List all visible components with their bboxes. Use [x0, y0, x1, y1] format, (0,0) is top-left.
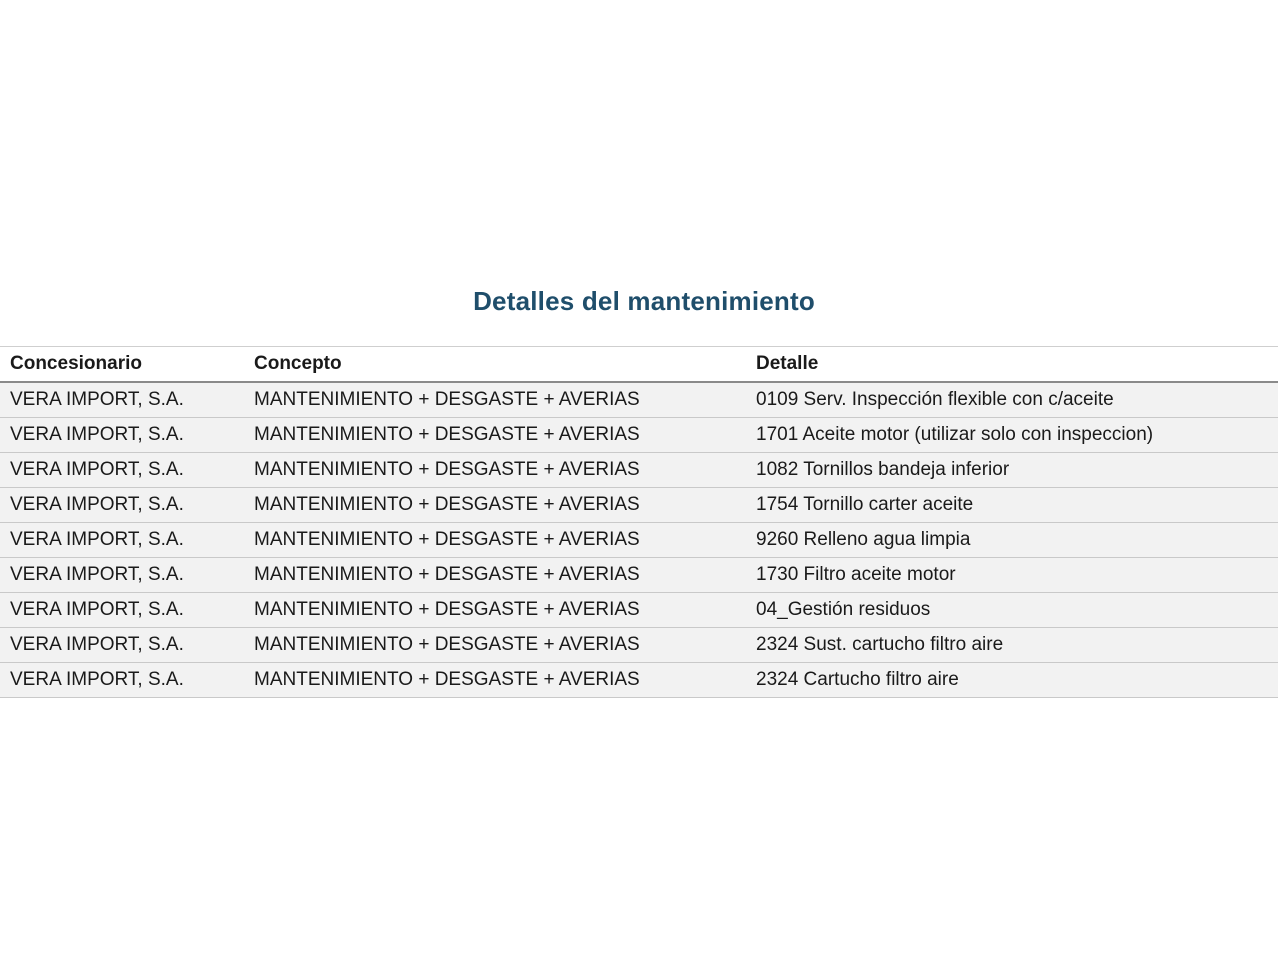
cell-concesionario: VERA IMPORT, S.A.: [10, 634, 184, 655]
table-row: [0, 558, 1278, 593]
cell-detalle: 9260 Relleno agua limpia: [756, 529, 971, 550]
header-concepto: Concepto: [254, 353, 342, 374]
cell-detalle: 1701 Aceite motor (utilizar solo con inspeccion): [756, 424, 1154, 445]
cell-concesionario: VERA IMPORT, S.A.: [10, 564, 184, 585]
table-row: [0, 418, 1278, 453]
page-title: Detalles del mantenimiento: [473, 286, 815, 316]
cell-detalle: 1730 Filtro aceite motor: [756, 564, 956, 585]
cell-concepto: MANTENIMIENTO + DESGASTE + AVERIAS: [254, 634, 640, 655]
cell-concesionario: VERA IMPORT, S.A.: [10, 669, 184, 690]
cell-detalle: 1754 Tornillo carter aceite: [756, 494, 974, 515]
cell-concepto: MANTENIMIENTO + DESGASTE + AVERIAS: [254, 459, 640, 480]
cell-detalle: 2324 Sust. cartucho filtro aire: [756, 634, 1004, 655]
cell-concepto: MANTENIMIENTO + DESGASTE + AVERIAS: [254, 424, 640, 445]
table-row: [0, 453, 1278, 488]
cell-detalle: 04_Gestión residuos: [756, 599, 931, 620]
table-row: [0, 628, 1278, 663]
cell-concepto: MANTENIMIENTO + DESGASTE + AVERIAS: [254, 669, 640, 690]
maintenance-table: [0, 346, 1278, 698]
cell-concesionario: VERA IMPORT, S.A.: [10, 529, 184, 550]
cell-concepto: MANTENIMIENTO + DESGASTE + AVERIAS: [254, 564, 640, 585]
table-row: [0, 593, 1278, 628]
cell-detalle: 0109 Serv. Inspección flexible con c/aceite: [756, 389, 1114, 410]
header-concesionario: Concesionario: [10, 353, 142, 374]
cell-concepto: MANTENIMIENTO + DESGASTE + AVERIAS: [254, 389, 640, 410]
table-header-row: [0, 347, 1278, 383]
table-row: [0, 488, 1278, 523]
cell-concesionario: VERA IMPORT, S.A.: [10, 459, 184, 480]
table-row: [0, 663, 1278, 698]
cell-detalle: 1082 Tornillos bandeja inferior: [756, 459, 1010, 480]
cell-concesionario: VERA IMPORT, S.A.: [10, 389, 184, 410]
table-row: [0, 523, 1278, 558]
cell-concepto: MANTENIMIENTO + DESGASTE + AVERIAS: [254, 529, 640, 550]
cell-concesionario: VERA IMPORT, S.A.: [10, 599, 184, 620]
cell-concepto: MANTENIMIENTO + DESGASTE + AVERIAS: [254, 599, 640, 620]
header-detalle: Detalle: [756, 353, 819, 374]
cell-detalle: 2324 Cartucho filtro aire: [756, 669, 959, 690]
cell-concesionario: VERA IMPORT, S.A.: [10, 494, 184, 515]
cell-concesionario: VERA IMPORT, S.A.: [10, 424, 184, 445]
table-row: [0, 383, 1278, 418]
cell-concepto: MANTENIMIENTO + DESGASTE + AVERIAS: [254, 494, 640, 515]
